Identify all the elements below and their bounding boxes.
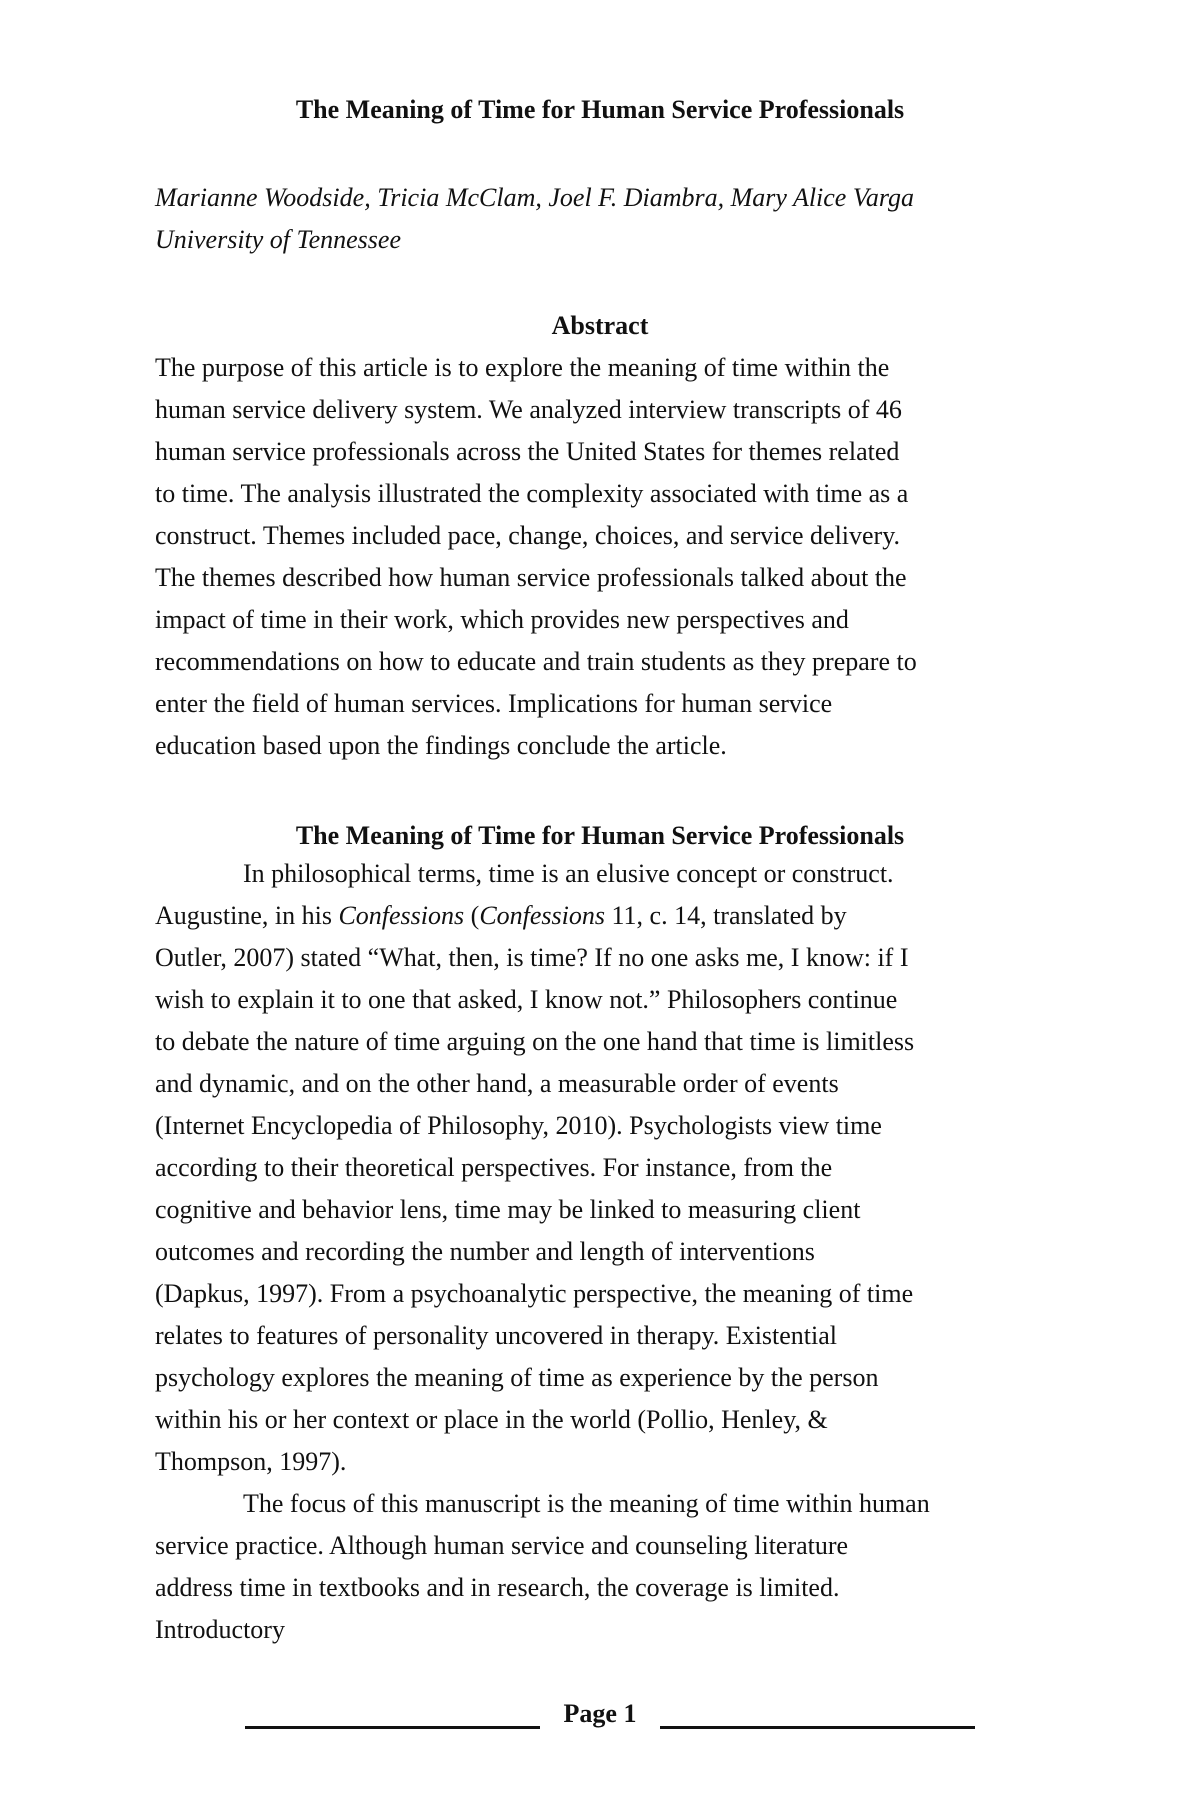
abstract-line: human service delivery system. We analyzed interview transcripts of 46 [155, 395, 902, 424]
abstract-line: to time. The analysis illustrated the complexity associated with time as a [155, 479, 909, 508]
abstract-line: human service professionals across the United States for themes related [155, 437, 900, 466]
abstract-line: The themes described how human service professionals talked about the [155, 563, 907, 592]
abstract-line: education based upon the findings conclude the article. [155, 731, 727, 760]
abstract-line: enter the field of human services. Implications for human service [155, 689, 833, 718]
body-line: wish to explain it to one that asked, I know not.” Philosophers continue [155, 985, 898, 1014]
body-line: to debate the nature of time arguing on the one hand that time is limitless [155, 1027, 915, 1056]
abstract-line: construct. Themes included pace, change, choices, and service delivery. [155, 521, 901, 550]
body-line: outcomes and recording the number and length of interventions [155, 1237, 815, 1266]
body-line: cognitive and behavior lens, time may be linked to measuring client [155, 1195, 861, 1224]
body-line: and dynamic, and on the other hand, a measurable order of events [155, 1069, 839, 1098]
abstract-body [155, 347, 1055, 767]
body-line: (Dapkus, 1997). From a psychoanalytic perspective, the meaning of time [155, 1279, 914, 1308]
body-line [155, 895, 1055, 937]
section-heading: The Meaning of Time for Human Service Professionals [295, 821, 905, 850]
body-line: relates to features of personality uncovered in therapy. Existential [155, 1321, 838, 1350]
body-line: address time in textbooks and in research, the coverage is limited. [155, 1573, 840, 1602]
paper-title: The Meaning of Time for Human Service Professionals [295, 95, 905, 124]
body-line: (Internet Encyclopedia of Philosophy, 2010). Psychologists view time [155, 1111, 882, 1140]
body-text-run: Augustine, in his [155, 901, 339, 930]
introduction-body [155, 853, 1055, 1651]
footer-rule-left [245, 1726, 540, 1729]
page-footer [0, 1696, 1200, 1736]
body-line: psychology explores the meaning of time as experience by the person [155, 1363, 879, 1392]
body-line: Introductory [155, 1615, 285, 1644]
page-number: Page 1 [563, 1699, 637, 1728]
abstract-line: recommendations on how to educate and train students as they prepare to [155, 647, 917, 676]
body-line: Outler, 2007) stated “What, then, is time? If no one asks me, I know: if I [155, 943, 909, 972]
body-line: service practice. Although human service and counseling literature [155, 1531, 849, 1560]
body-line: Thompson, 1997). [155, 1447, 347, 1476]
body-text-run: 11, c. 14, translated by [605, 901, 847, 930]
author-list: Marianne Woodside, Tricia McClam, Joel F. Diambra, Mary Alice Varga [155, 183, 915, 212]
abstract-heading: Abstract [551, 311, 649, 340]
abstract-line: The purpose of this article is to explore the meaning of time within the [155, 353, 890, 382]
body-line: The focus of this manuscript is the meaning of time within human [243, 1489, 930, 1518]
body-line: within his or her context or place in the world (Pollio, Henley, & [155, 1405, 828, 1434]
body-line: In philosophical terms, time is an elusive concept or construct. [243, 859, 894, 888]
book-title: Confessions [338, 901, 465, 930]
body-line: according to their theoretical perspectives. For instance, from the [155, 1153, 833, 1182]
body-text-run: ( [464, 901, 480, 930]
book-title: Confessions [479, 901, 605, 930]
abstract-line: impact of time in their work, which provides new perspectives and [155, 605, 849, 634]
footer-rule-right [660, 1726, 975, 1729]
author-affiliation: University of Tennessee [155, 225, 401, 254]
